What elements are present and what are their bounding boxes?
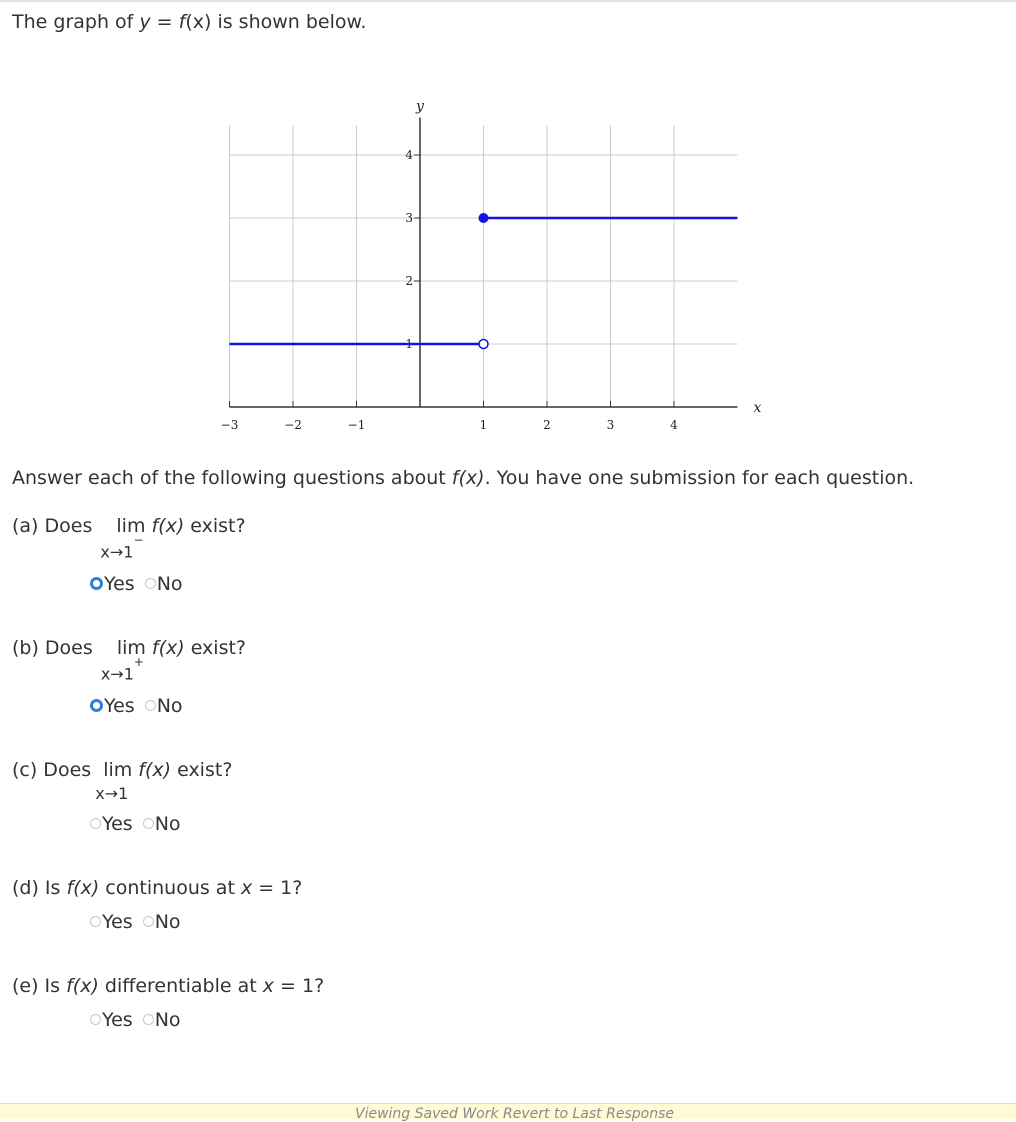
question-a-fx: f(x) [151, 515, 185, 537]
limit-subscript [95, 784, 128, 803]
question-c [12, 759, 233, 803]
radio-empty-icon[interactable] [90, 916, 101, 927]
x-tick-label: 4 [670, 418, 678, 432]
x-tick-label: 1 [479, 418, 488, 432]
y-tick-label: 1 [405, 337, 413, 351]
question-a-yes-option[interactable] [90, 573, 135, 595]
question-d-yes-option[interactable] [90, 911, 133, 933]
option-label: Yes [104, 695, 135, 717]
intro-f: f [178, 11, 186, 33]
question-b-no-option[interactable] [145, 695, 183, 717]
question-a-suffix: exist? [184, 515, 246, 537]
x-tick-label: −3 [220, 418, 239, 432]
radio-empty-icon[interactable] [143, 1014, 154, 1025]
x-axis-label: x [753, 400, 762, 416]
intro-x: (x) [185, 11, 212, 33]
question-d-prefix: (d) Is [12, 877, 67, 899]
open-endpoint-marker [479, 340, 488, 349]
option-label: Yes [102, 911, 133, 933]
limit-side: − [133, 533, 144, 547]
radio-empty-icon[interactable] [90, 818, 101, 829]
question-e-suffix: = 1? [273, 975, 325, 997]
y-tick-label: 4 [405, 148, 413, 162]
question-b-yes-option[interactable] [90, 695, 135, 717]
instructions-text-b: . You have one submission for each question. [484, 467, 915, 489]
option-label: Yes [102, 1009, 133, 1031]
x-tick-label: 2 [543, 418, 551, 432]
option-label: Yes [104, 573, 135, 595]
instructions-fx: f(x) [451, 467, 485, 489]
radio-selected-icon[interactable] [90, 699, 103, 712]
question-e-yes-option[interactable] [90, 1009, 133, 1031]
question-c-no-option[interactable] [143, 813, 181, 835]
question-e-mid: differentiable at [98, 975, 263, 997]
limit-expression [95, 759, 133, 803]
question-e [12, 975, 324, 997]
question-b-options [90, 695, 187, 717]
question-b-fx: f(x) [151, 637, 185, 659]
y-tick-label: 3 [405, 211, 413, 225]
radio-selected-icon[interactable] [90, 577, 103, 590]
question-b [12, 637, 247, 684]
question-e-fx: f(x) [66, 975, 99, 997]
limit-lim: lim [103, 759, 133, 781]
question-d-fx: f(x) [66, 877, 100, 899]
question-d-var: x [240, 877, 253, 899]
question-e-var: x [262, 975, 274, 997]
question-c-suffix: exist? [171, 759, 233, 781]
closed-endpoint-marker [479, 214, 488, 223]
radio-empty-icon[interactable] [145, 700, 156, 711]
option-label: No [156, 573, 183, 595]
limit-approach: x→1 [100, 542, 134, 562]
radio-empty-icon[interactable] [143, 916, 154, 927]
question-e-options [90, 1009, 185, 1031]
limit-expression [100, 515, 146, 562]
option-label: No [154, 911, 181, 933]
option-label: No [154, 813, 181, 835]
limit-lim: lim [116, 637, 146, 659]
intro-eq: = [150, 11, 179, 33]
question-a-prefix: (a) Does [12, 515, 99, 537]
option-label: No [154, 1009, 181, 1031]
radio-empty-icon[interactable] [145, 578, 156, 589]
top-divider [0, 0, 1016, 2]
question-d-no-option[interactable] [143, 911, 181, 933]
function-graph [200, 55, 770, 435]
question-e-no-option[interactable] [143, 1009, 181, 1031]
saved-work-link[interactable]: Viewing Saved Work Revert to Last Response [355, 1106, 674, 1122]
option-label: No [156, 695, 183, 717]
question-a-no-option[interactable] [145, 573, 183, 595]
instructions [12, 467, 914, 489]
question-b-prefix: (b) Does [12, 637, 99, 659]
question-a [12, 515, 246, 562]
option-label: Yes [102, 813, 133, 835]
limit-subscript [100, 533, 144, 562]
question-d [12, 877, 302, 899]
question-d-options [90, 911, 185, 933]
y-axis-label: y [416, 98, 424, 115]
limit-subscript [100, 655, 144, 684]
intro-prefix: The graph of [12, 11, 140, 33]
limit-side: + [133, 655, 144, 669]
limit-approach: x→1 [100, 664, 134, 684]
limit-approach: x→1 [95, 784, 129, 803]
limit-lim: lim [116, 515, 146, 537]
y-tick-label: 2 [405, 274, 413, 288]
intro-suffix: is shown below. [211, 11, 367, 33]
saved-work-banner [0, 1103, 1016, 1122]
question-e-prefix: (e) Is [12, 975, 67, 997]
radio-empty-icon[interactable] [143, 818, 154, 829]
problem-intro [12, 11, 366, 33]
question-d-suffix: = 1? [252, 877, 303, 899]
instructions-text-a: Answer each of the following questions about [12, 467, 452, 489]
radio-empty-icon[interactable] [90, 1014, 101, 1025]
question-a-options [90, 573, 187, 595]
question-c-yes-option[interactable] [90, 813, 133, 835]
intro-y: y [139, 11, 151, 33]
question-b-suffix: exist? [184, 637, 247, 659]
x-tick-label: 3 [606, 418, 615, 432]
question-c-prefix: (c) Does [12, 759, 98, 781]
question-c-options [90, 813, 185, 835]
question-d-mid: continuous at [99, 877, 241, 899]
x-tick-label: −1 [347, 418, 366, 432]
question-c-fx: f(x) [138, 759, 172, 781]
x-tick-label: −2 [284, 418, 302, 432]
limit-expression [100, 637, 146, 684]
